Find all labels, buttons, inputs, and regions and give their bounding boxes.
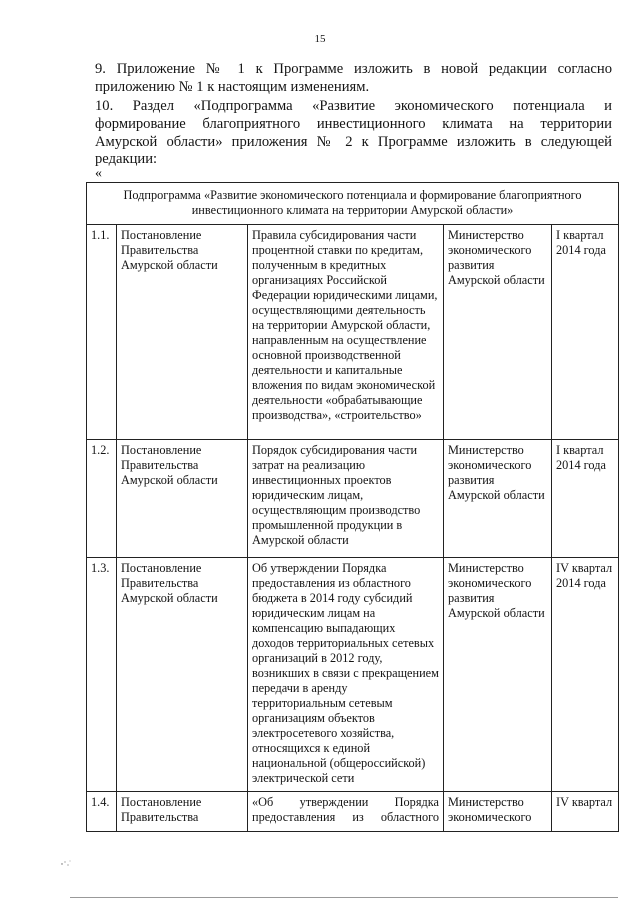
document-type: Постановление Правительства Амурской области [117, 225, 248, 440]
executor: Министерство экономического [444, 792, 552, 832]
table-row [87, 225, 619, 440]
deadline: IV квартал [552, 792, 619, 832]
document-type: Постановление Правительства Амурской области [117, 440, 248, 558]
table-header: Подпрограмма «Развитие экономического потенциала и формирование благоприятного инвестиционного климата на территории Амурской области» [87, 183, 619, 225]
opening-quote: « [95, 166, 102, 181]
table-row [87, 440, 619, 558]
executor: Министерство экономического развития Амурской области [444, 558, 552, 792]
executor: Министерство экономического развития Амурской области [444, 225, 552, 440]
table-row [87, 558, 619, 792]
table-header-row [87, 183, 619, 225]
document-title: Правила субсидирования части процентной ставки по кредитам, полученным в кредитных организациях Российской Федерации юридическими лицами, осуществляющими деятельность на территории Амурской области, направленным на осуществление основной производственной деятельности и капитальные вложения по видам экономической деятельности «обрабатывающие производства», «строительство» [248, 225, 444, 440]
deadline: I квартал 2014 года [552, 440, 619, 558]
document-type: Постановление Правительства Амурской области [117, 558, 248, 792]
scan-edge-line [70, 897, 618, 898]
row-number: 1.1. [87, 225, 117, 440]
page-number: 15 [314, 33, 326, 45]
executor: Министерство экономического развития Амурской области [444, 440, 552, 558]
paragraph-9-line-1: 9. Приложение № 1 к Программе изложить в новой редакции согласно [95, 61, 612, 77]
row-number: 1.3. [87, 558, 117, 792]
document-title: Об утверждении Порядка предоставления из областного бюджета в 2014 году субсидий юридическим лицам на компенсацию выпадающих доходов территориальных сетевых организаций в 2012 году, возникших в связи с прекращением передачи в аренду территориальным сетевым организациям объектов электросетевого хозяйства, относящихся к единой национальной (общероссийской) электрической сети [248, 558, 444, 792]
table-row [87, 792, 619, 832]
document-type: Постановление Правительства [117, 792, 248, 832]
paragraph-10-line-2: формирование благоприятного инвестиционного климата на территории [95, 116, 612, 132]
paragraph-10-line-3: Амурской области» приложения № 2 к Программе изложить в следующей [95, 134, 612, 150]
document-title: «Об утверждении Порядка предоставления из областного [248, 792, 444, 832]
subprogram-table [86, 182, 619, 832]
document-title: Порядок субсидирования части затрат на реализацию инвестиционных проектов юридическим лицам, осуществляющим производство промышленной продукции в Амурской области [248, 440, 444, 558]
paragraph-9-line-2: приложению № 1 к настоящим изменениям. [95, 79, 370, 95]
paragraph-10-line-1: 10. Раздел «Подпрограмма «Развитие экономического потенциала и [95, 98, 612, 114]
paragraph-10-line-4: редакции: [95, 151, 158, 167]
row-number: 1.4. [87, 792, 117, 832]
deadline: I квартал 2014 года [552, 225, 619, 440]
scan-speck-mark [60, 858, 72, 868]
deadline: IV квартал 2014 года [552, 558, 619, 792]
row-number: 1.2. [87, 440, 117, 558]
